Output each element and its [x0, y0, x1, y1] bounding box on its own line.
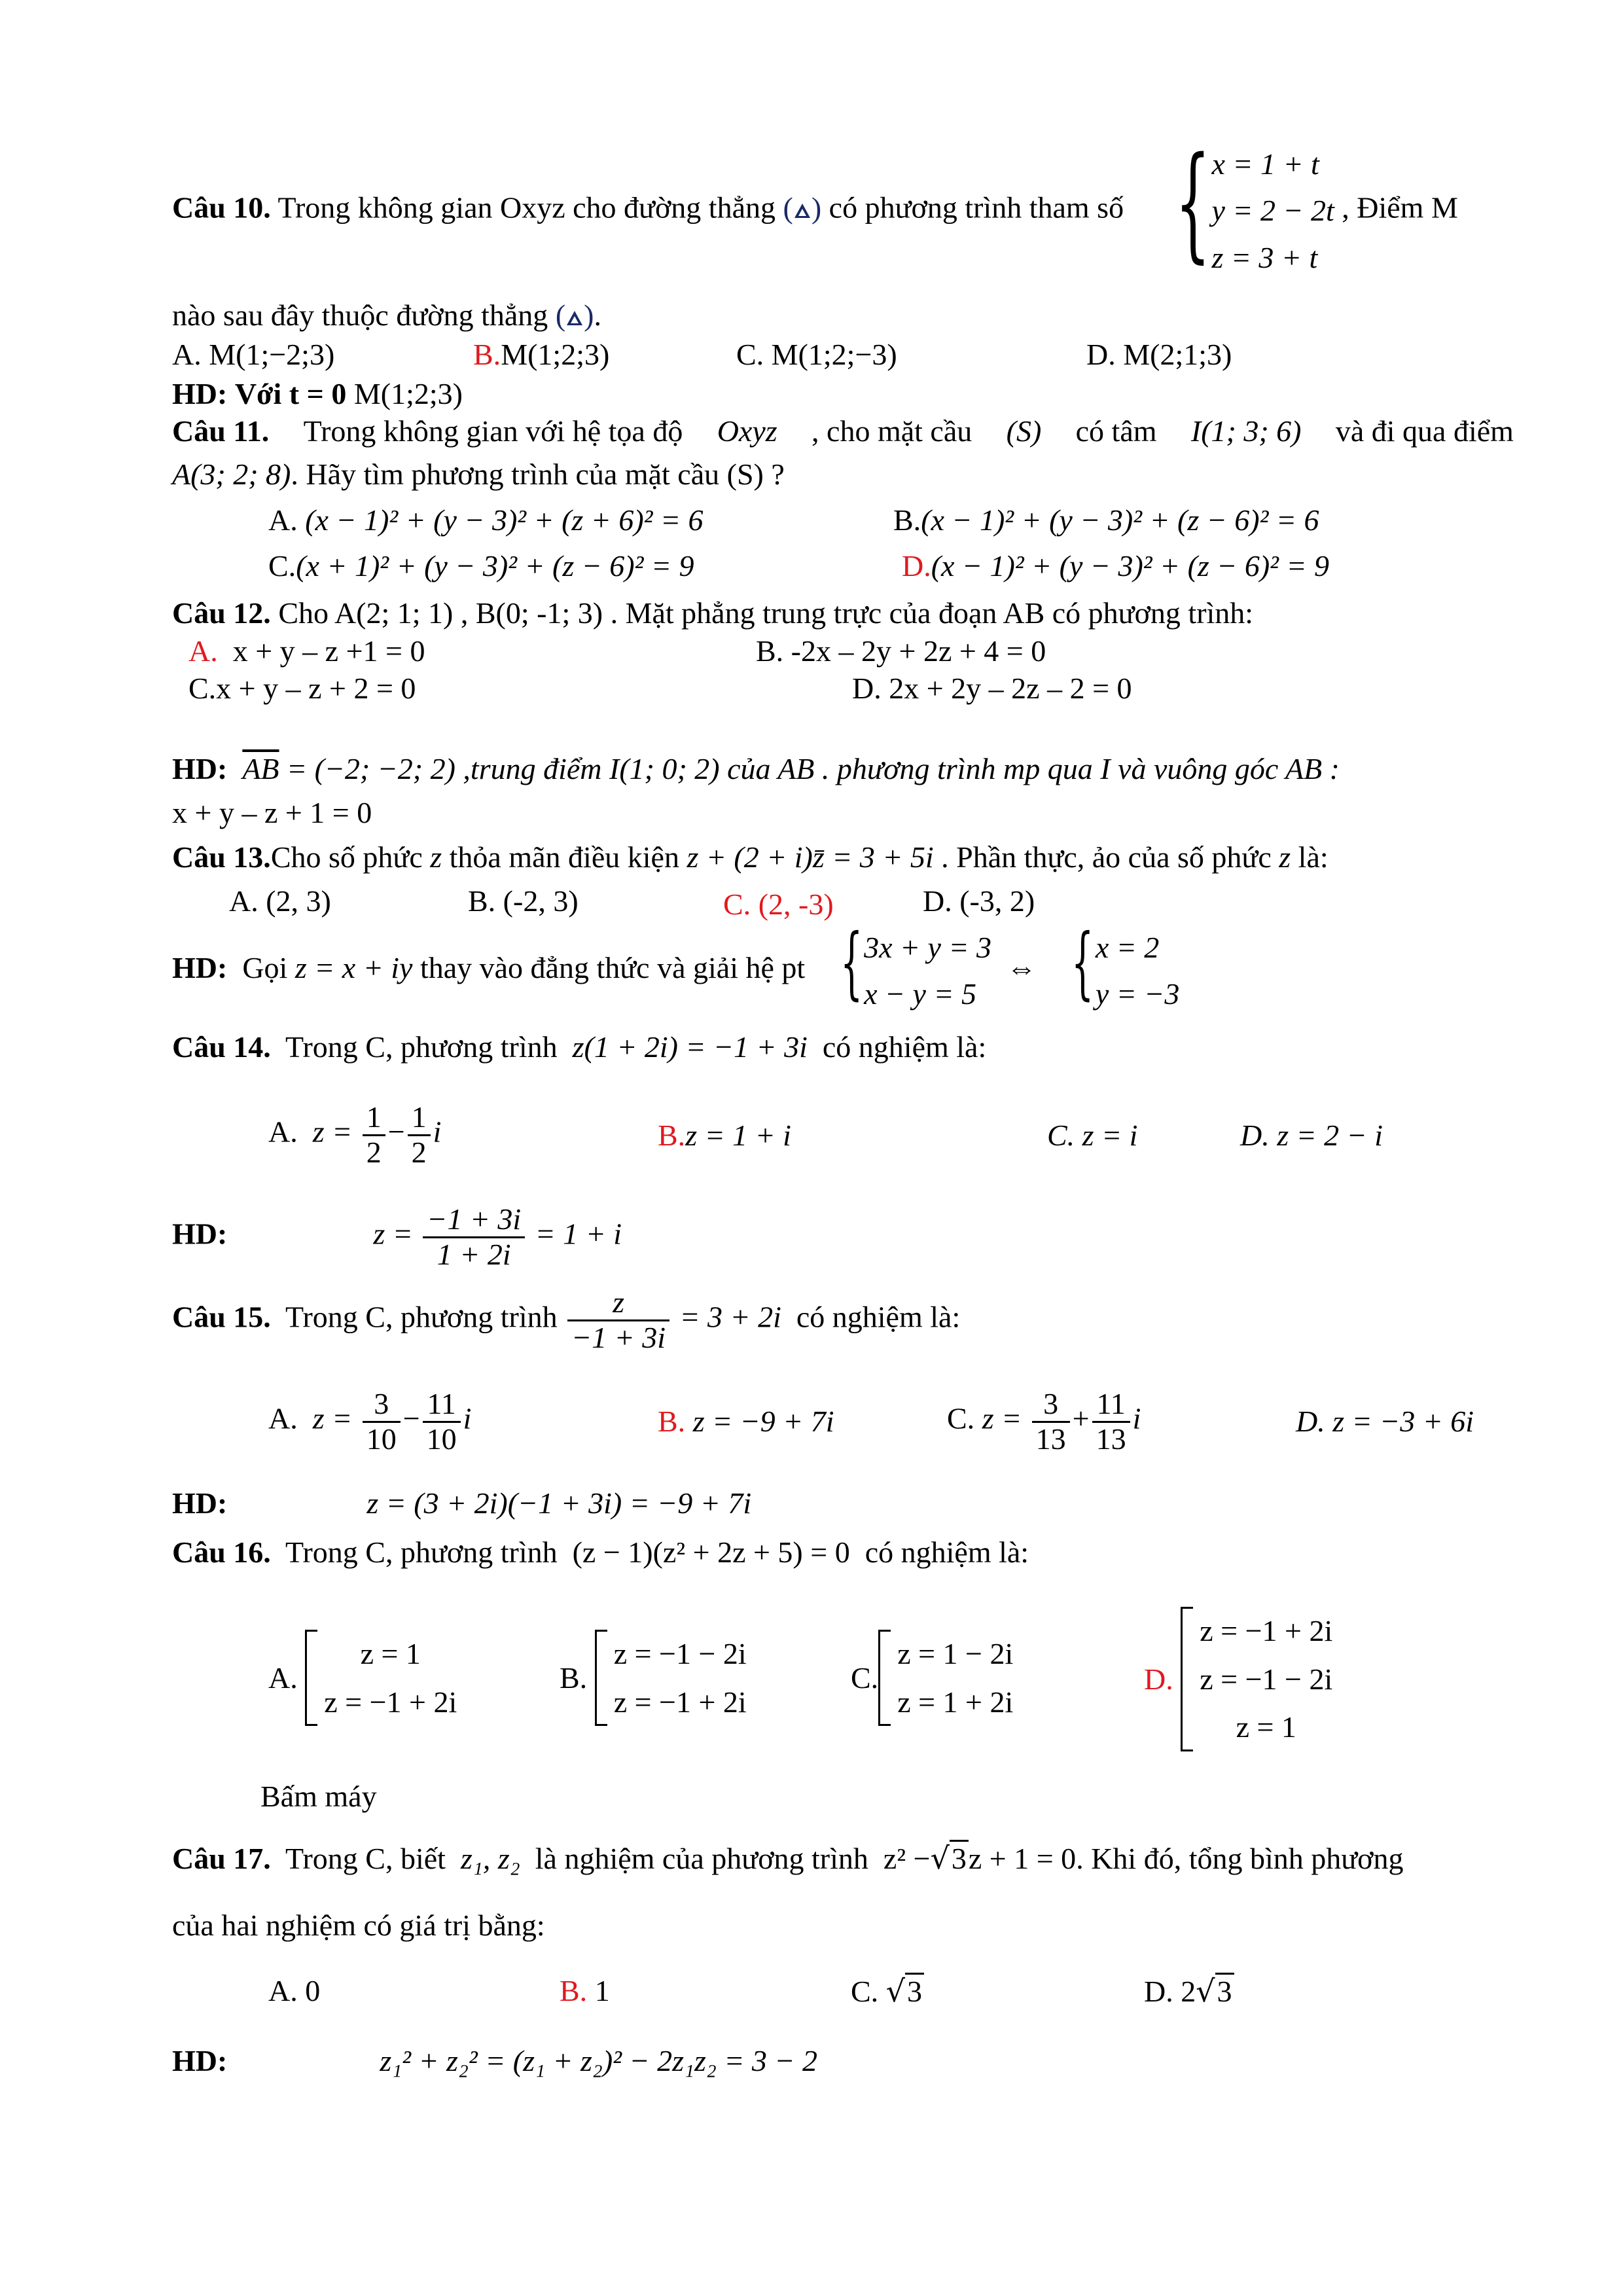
q14-option-a: A. z = $\frac{1}{2}$ − $\frac{1}{2}$ i — [268, 1100, 442, 1169]
q11-option-a: A. (x − 1)² + (y − 3)² + (z + 6)² = 6 — [268, 503, 704, 537]
q17-option-c: C. √3 — [851, 1973, 924, 2009]
q10-hd-text: M(1;2;3) — [353, 377, 463, 410]
q16-option-c: C. z = 1 − 2i z = 1 + 2i — [851, 1630, 1013, 1726]
q10-hd — [172, 376, 463, 411]
sqrt-icon: √ — [930, 1840, 950, 1876]
q13-hd: HD: Gọi z = x + iy thay vào đẳng thức và giải hệ pt { 3x + y = 3 x − y = 5 ⇔ { x = 2 y = −3 — [172, 924, 1179, 1018]
q10-sys-row: x = 1 + t — [1211, 147, 1319, 181]
fraction: $\frac{3}{10}$ — [363, 1388, 401, 1456]
q15-option-b: B. z = −9 + 7i — [658, 1405, 834, 1438]
q16-option-a-bracket: z = 1 z = −1 + 2i — [305, 1630, 457, 1726]
fraction: $\frac{1}{2}$ — [363, 1101, 385, 1169]
q16-note: Bấm máy — [260, 1780, 377, 1813]
q10-sys-row: y = 2 − 2t — [1211, 194, 1334, 228]
q15-question: Câu 15. Trong C, phương trình $\frac{z}{-1 + 3i}$ = 3 + 2i có nghiệm là: — [172, 1285, 961, 1354]
q16-question: Câu 16. Trong C, phương trình (z − 1)(z² + 2z + 5) = 0 có nghiệm là: — [172, 1535, 1029, 1569]
q10-option-c: C. M(1;2;−3) — [736, 338, 897, 371]
delta-icon — [565, 308, 584, 328]
q13-option-a: A. (2, 3) — [229, 884, 331, 918]
q17-line2: của hai nghiệm có giá trị bằng: — [172, 1909, 545, 1942]
q15-option-d: D. z = −3 + 6i — [1296, 1405, 1474, 1438]
equiv-symbol: ⇔ — [1006, 950, 1037, 984]
q16-option-c-bracket: z = 1 − 2i z = 1 + 2i — [878, 1630, 1013, 1726]
q11-option-d: D.(x − 1)² + (y − 3)² + (z − 6)² = 9 — [902, 549, 1329, 583]
q11-option-c: C.(x + 1)² + (y − 3)² + (z − 6)² = 9 — [268, 549, 694, 583]
q10-text-after: có phương trình tham số — [829, 190, 1124, 224]
q17-hd: HD: z₁² + z₂² = (z₁ + z₂)² − 2z₁z₂ = 3 − 2 — [172, 2044, 817, 2077]
q13-question: Câu 13.Cho số phức z thỏa mãn điều kiện z + (2 + i)z̄ = 3 + 5i . Phần thực, ảo của số phức z là: — [172, 840, 1329, 874]
fraction: $\frac{11}{13}$ — [1092, 1388, 1130, 1456]
q12-hd-line2: x + y – z + 1 = 0 — [172, 796, 372, 829]
q13-option-d: D. (-3, 2) — [923, 884, 1035, 918]
fraction: $\frac{1}{2}$ — [408, 1101, 431, 1169]
q12-option-d: D. 2x + 2y – 2z – 2 = 0 — [852, 672, 1132, 705]
q17-option-b: B. 1 — [560, 1974, 610, 2007]
fraction: $\frac{3}{13}$ — [1032, 1388, 1070, 1456]
q16-option-b: B. z = −1 − 2i z = −1 + 2i — [560, 1630, 747, 1726]
brace-icon: { — [1071, 918, 1094, 1009]
q10-option-d: D. M(2;1;3) — [1086, 338, 1232, 371]
fraction: $\frac{z}{-1 + 3i}$ — [567, 1286, 669, 1354]
q10-delta-symbol-2: ( ) — [555, 298, 594, 332]
q16-option-a: A. z = 1 z = −1 + 2i — [268, 1630, 457, 1726]
q15-option-c: C. z = $\frac{3}{13}$ + $\frac{11}{13}$ i — [947, 1387, 1141, 1456]
q14-option-b: B.z = 1 + i — [658, 1119, 791, 1152]
q10-option-b — [473, 337, 609, 372]
q10-question — [172, 130, 1458, 281]
q10-option-b-letter: B. — [473, 338, 501, 371]
q16-option-d: D. z = −1 + 2i z = −1 − 2i z = 1 — [1144, 1607, 1332, 1751]
q15-hd: HD: z = (3 + 2i)(−1 + 3i) = −9 + 7i — [172, 1486, 752, 1520]
q16-option-b-bracket: z = −1 − 2i z = −1 + 2i — [595, 1630, 747, 1726]
q12-question: Câu 12. Cho A(2; 1; 1) , B(0; -1; 3) . Mặt phẳng trung trực của đoạn AB có phương trình: — [172, 596, 1254, 630]
q16-option-d-bracket: z = −1 + 2i z = −1 − 2i z = 1 — [1181, 1607, 1332, 1751]
sqrt: √3 — [931, 1840, 969, 1876]
q14-question: Câu 14. Trong C, phương trình z(1 + 2i) = −1 + 3i có nghiệm là: — [172, 1030, 987, 1064]
q17-option-d: D. 2√3 — [1144, 1973, 1234, 2009]
sqrt: √3 — [1196, 1973, 1234, 2009]
q10-sys-row: z = 3 + t — [1211, 240, 1318, 274]
q12-option-a: A. x + y – z +1 = 0 — [188, 634, 425, 668]
q10-delta-symbol: ( ) — [783, 190, 822, 224]
q10-option-b-text: M(1;2;3) — [501, 338, 610, 371]
q10-hd-label: HD: — [172, 377, 228, 410]
q11-option-b: B.(x − 1)² + (y − 3)² + (z − 6)² = 6 — [893, 503, 1319, 537]
vector-ab: $\overline{AB}$ — [242, 752, 279, 785]
q14-hd: HD: z = $\frac{-1 + 3i}{1 + 2i}$ = 1 + i — [172, 1202, 622, 1271]
q14-option-d: D. z = 2 − i — [1240, 1119, 1383, 1152]
q15-option-a: A. z = $\frac{3}{10}$ − $\frac{11}{10}$ i — [268, 1387, 472, 1456]
brace-icon: { — [840, 918, 863, 1009]
q13-system-1: { 3x + y = 3 x − y = 5 — [813, 924, 991, 1018]
q10-label: Câu 10. — [172, 190, 271, 224]
q10-hd-bold: Với t = 0 — [234, 377, 347, 410]
q10-text-before: Trong không gian Oxyz cho đường thẳng — [277, 190, 776, 224]
q13-system-2: { x = 2 y = −3 — [1044, 924, 1179, 1018]
q12-option-b: B. -2x – 2y + 2z + 4 = 0 — [756, 634, 1046, 668]
q11-question: Câu 11. Trong không gian với hệ tọa độ Oxyz , cho mặt cầu (S) có tâm I(1; 3; 6) và đi qua điểm — [172, 414, 1514, 448]
q10-option-a: A. M(1;−2;3) — [172, 338, 335, 371]
q10-param-system — [1132, 130, 1334, 281]
fraction: $\frac{-1 + 3i}{1 + 2i}$ — [423, 1203, 525, 1271]
sqrt-icon: √ — [885, 1973, 905, 2009]
sqrt-icon: √ — [1196, 1973, 1215, 2009]
fraction: $\frac{11}{10}$ — [423, 1388, 461, 1456]
sqrt: √3 — [886, 1973, 924, 2009]
q10-line2: nào sau đây thuộc đường thẳng ( ). — [172, 298, 601, 332]
q17-option-a: A. 0 — [268, 1974, 321, 2007]
q10-text-end: , Điểm M — [1342, 190, 1458, 224]
q11-line2: A(3; 2; 8). Hãy tìm phương trình của mặt cầu (S) ? — [172, 457, 785, 491]
brace-icon: { — [1175, 130, 1211, 275]
q12-option-c: C.x + y – z + 2 = 0 — [188, 672, 416, 705]
q13-option-c: C. (2, -3) — [723, 888, 834, 921]
q12-hd: HD: $\overline{AB} = (-2$; −2; 2) ,trung điểm I(1; 0; 2) của AB . phương trình mp qua I và vuông góc AB : — [172, 752, 1340, 785]
q13-option-b: B. (-2, 3) — [468, 884, 579, 918]
delta-icon — [793, 201, 812, 221]
q17-question: Câu 17. Trong C, biết z₁, z₂ là nghiệm của phương trình z² −√3z + 1 = 0. Khi đó, tổng bình phương — [172, 1840, 1404, 1876]
q14-option-c: C. z = i — [1047, 1119, 1138, 1152]
